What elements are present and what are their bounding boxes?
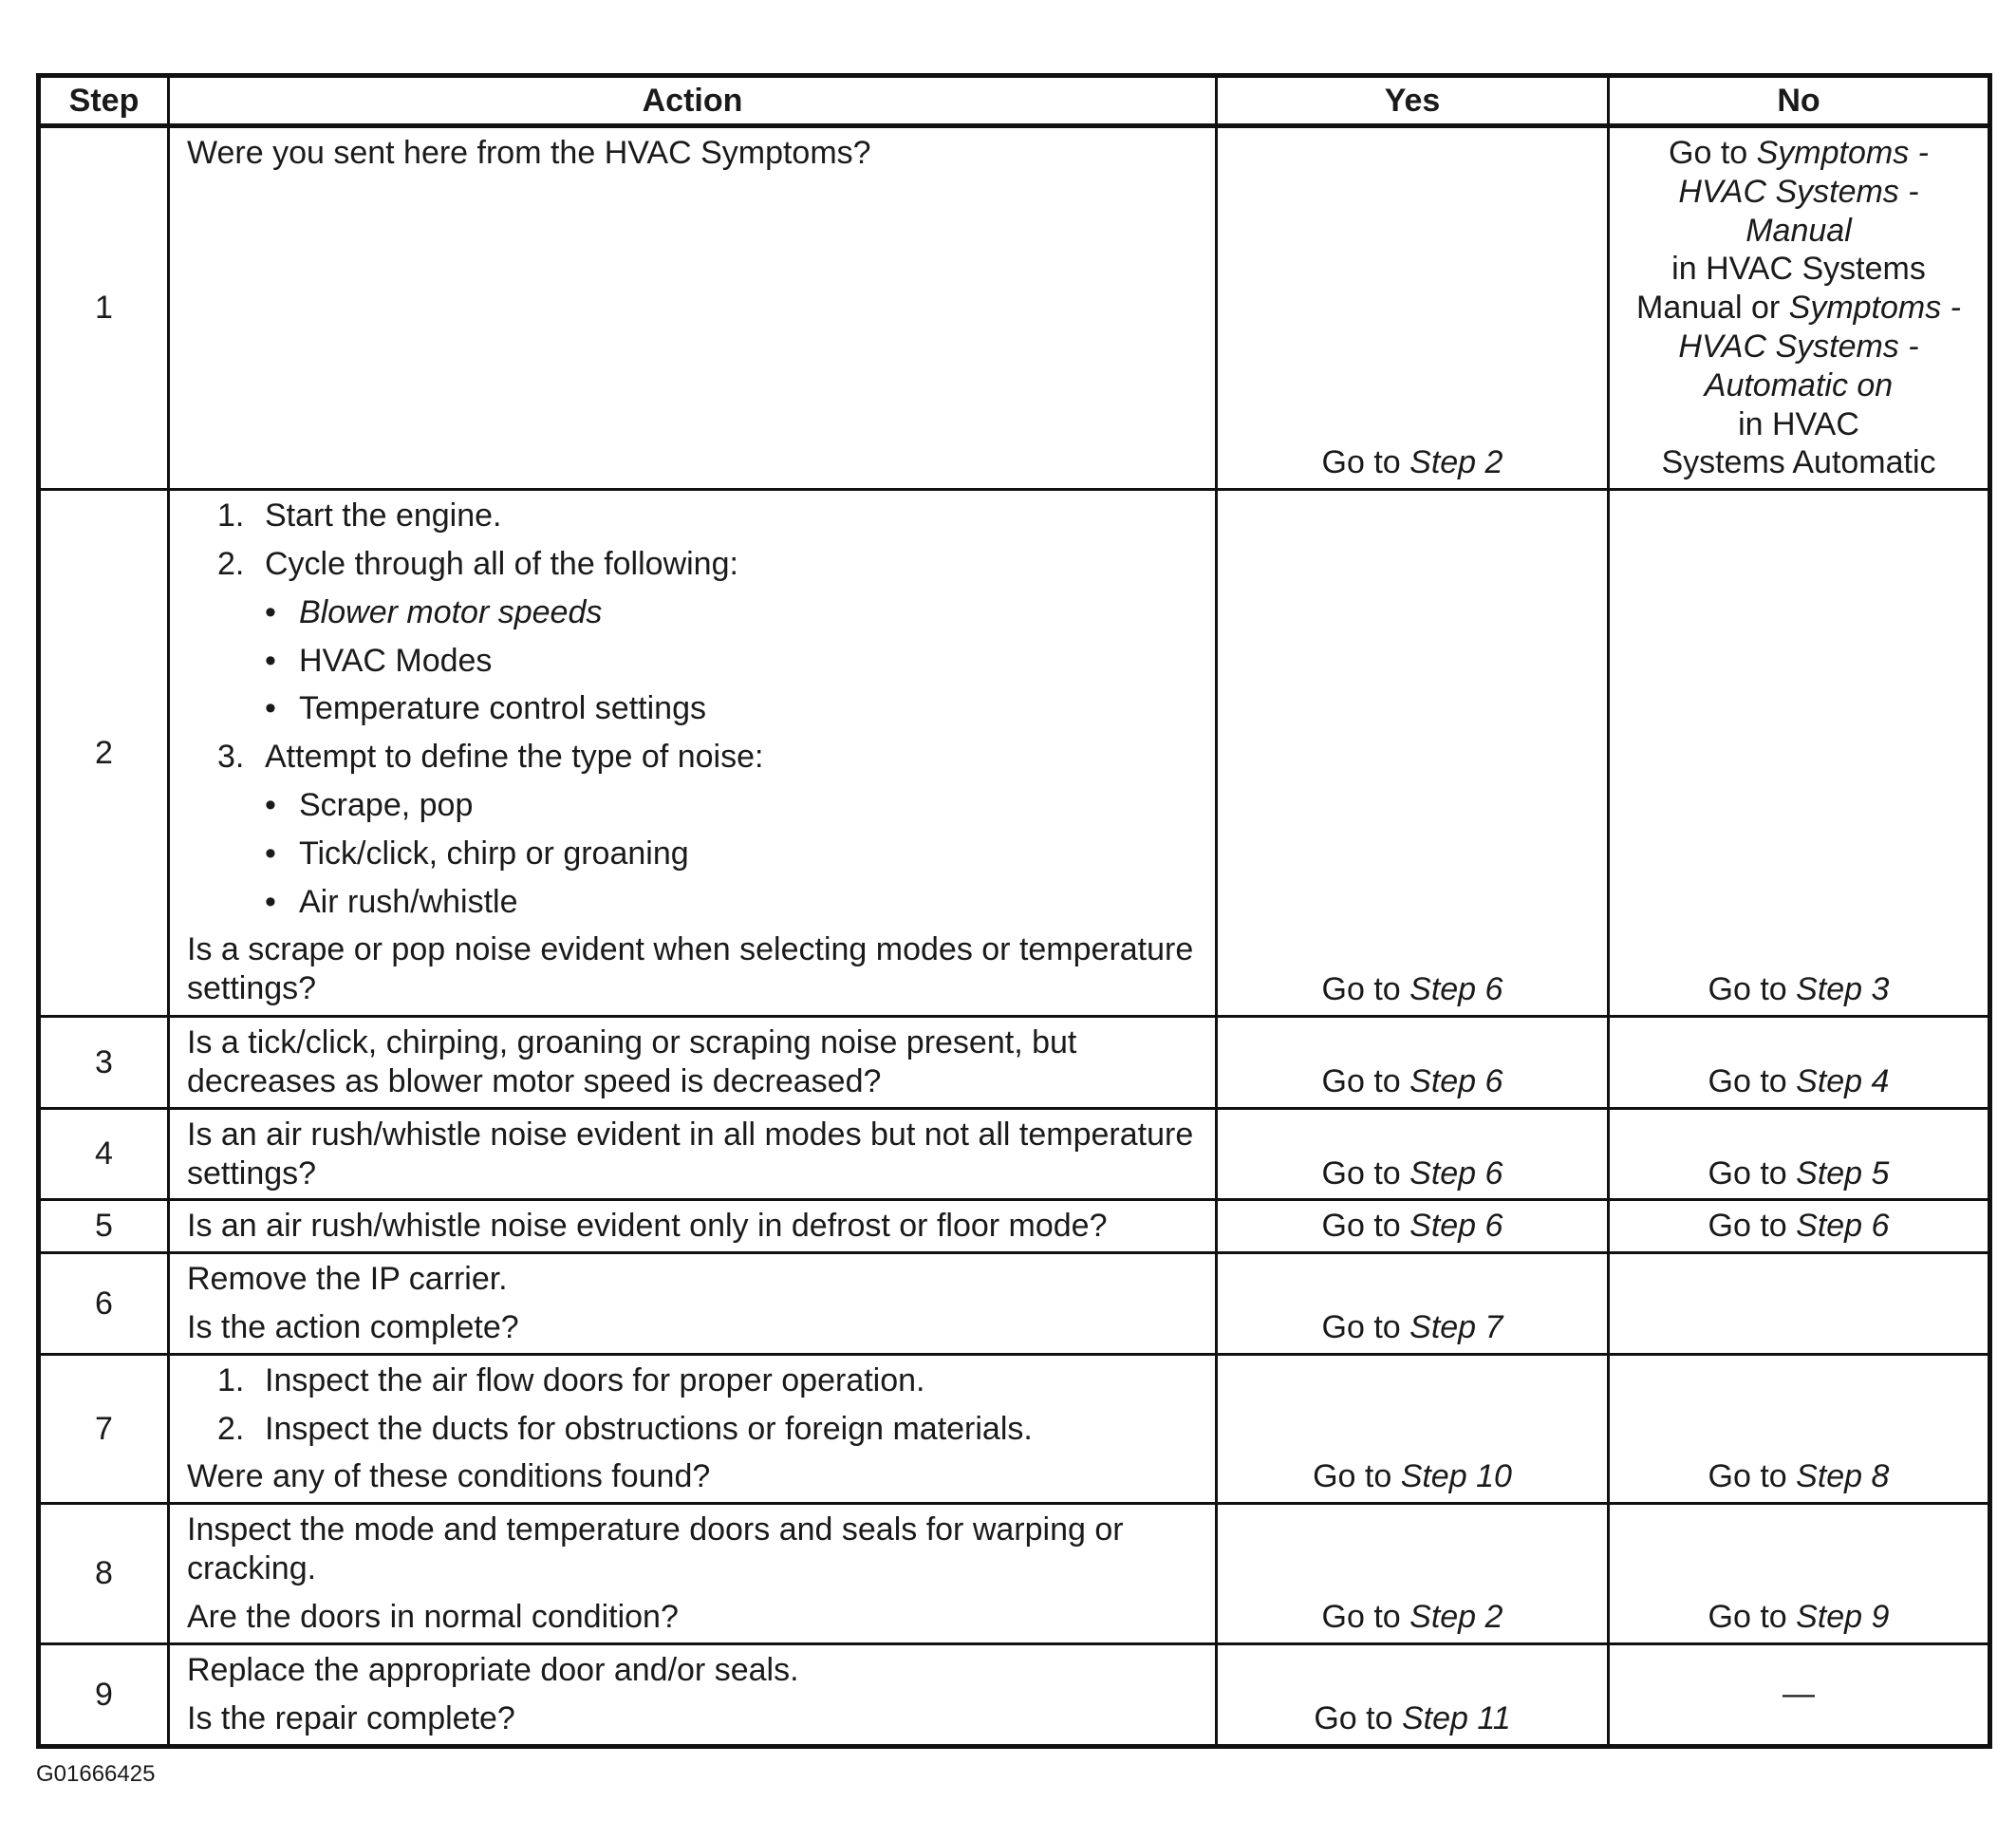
question-text: Is the repair complete? [187, 1699, 515, 1736]
yes-result [1217, 126, 1609, 490]
yes-result [1217, 1108, 1609, 1200]
item-text: Attempt to define the type of noise: [265, 739, 764, 776]
question-text: Is a scrape or pop noise evident when selecting modes or temperature settings? [187, 931, 1194, 1007]
no-result [1609, 1253, 1990, 1355]
goto-prefix: Go to [1708, 1208, 1797, 1245]
action-text [169, 490, 1217, 1017]
item-text: Scrape, pop [299, 786, 474, 823]
goto-prefix: Go to [1708, 971, 1797, 1008]
goto-prefix: Go to [1314, 1699, 1402, 1736]
goto-prefix: Go to [1313, 1458, 1401, 1495]
table-row [39, 1504, 1990, 1644]
question-text: Is the action complete? [187, 1308, 519, 1345]
item-number: 1. [217, 497, 245, 535]
goto-prefix: Go to [1321, 1208, 1410, 1245]
no-text-segment: in HVAC Systems [1671, 251, 1926, 288]
table-row [39, 490, 1990, 1017]
no-result-lines [1617, 134, 1980, 482]
goto-prefix: Go to [1321, 1154, 1410, 1192]
item-text: Tick/click, chirp or groaning [299, 835, 689, 872]
numbered-item [187, 497, 1202, 535]
bullet-item [187, 642, 1202, 681]
item-text: Air rush/whistle [299, 883, 518, 920]
no-result [1609, 1354, 1990, 1503]
item-text: HVAC Modes [299, 642, 493, 679]
header-yes: Yes [1217, 76, 1609, 126]
no-result [1609, 126, 1990, 490]
goto-prefix: Go to [1708, 1599, 1797, 1636]
item-text: Temperature control settings [299, 690, 706, 727]
numbered-item [187, 738, 1202, 777]
question-text: Are the doors in normal condition? [187, 1598, 679, 1635]
item-number: 1. [217, 1361, 245, 1398]
action-text [169, 1504, 1217, 1644]
table-row [39, 1200, 1990, 1253]
header-step: Step [39, 76, 169, 126]
no-reference-segment: Symptoms - [1756, 135, 1929, 171]
yes-result [1217, 1644, 1609, 1747]
yes-result [1217, 490, 1609, 1017]
table-header-row [39, 76, 1990, 126]
item-text: Inspect the ducts for obstructions or foreign materials. [265, 1410, 1033, 1447]
step-reference: Step 4 [1796, 1062, 1890, 1099]
bullet-item [187, 689, 1202, 728]
step-reference: Step 3 [1796, 971, 1890, 1008]
no-result [1609, 1200, 1990, 1253]
no-text-segment: Manual or [1636, 290, 1789, 327]
no-reference-segment: Symptoms - [1788, 290, 1961, 327]
no-reference-segment: Manual [1745, 212, 1852, 249]
bullet-icon: • [265, 835, 276, 872]
header-action: Action [169, 76, 1217, 126]
diagnostic-table [36, 73, 1992, 1749]
item-number: 2. [217, 545, 245, 582]
bullet-item [187, 835, 1202, 873]
bullet-icon: • [265, 593, 276, 630]
bullet-item [187, 786, 1202, 825]
instruction-text: Replace the appropriate door and/or seals. [187, 1652, 799, 1689]
step-reference: Step 6 [1409, 1208, 1503, 1245]
no-result-dash: — [1783, 1675, 1815, 1712]
bullet-item [187, 593, 1202, 632]
no-result [1609, 1644, 1990, 1747]
step-reference: Step 2 [1409, 444, 1503, 481]
action-text: Is an air rush/whistle noise evident only in defrost or floor mode? [169, 1200, 1217, 1253]
goto-prefix: Go to [1708, 1062, 1797, 1099]
bullet-icon: • [265, 883, 276, 920]
bullet-icon: • [265, 690, 276, 727]
item-number: 3. [217, 739, 245, 776]
step-number: 3 [39, 1017, 169, 1109]
step-reference: Step 11 [1401, 1699, 1511, 1736]
action-text: Is an air rush/whistle noise evident in all modes but not all temperature settings? [169, 1108, 1217, 1200]
goto-prefix: Go to [1321, 1062, 1410, 1099]
step-reference: Step 5 [1796, 1154, 1890, 1192]
table-row [39, 126, 1990, 490]
bullet-icon: • [265, 786, 276, 823]
item-number: 2. [217, 1410, 245, 1447]
step-reference: Step 6 [1409, 1062, 1503, 1099]
no-result [1609, 1504, 1990, 1644]
no-reference-segment: HVAC Systems - [1678, 328, 1919, 365]
step-number: 2 [39, 490, 169, 1017]
instruction-text: Inspect the mode and temperature doors and seals for warping or cracking. [187, 1511, 1124, 1586]
step-number: 8 [39, 1504, 169, 1644]
step-number: 9 [39, 1644, 169, 1747]
action-text [169, 1253, 1217, 1355]
bullet-item [187, 883, 1202, 922]
step-number: 6 [39, 1253, 169, 1355]
numbered-item [187, 1410, 1202, 1449]
step-number: 1 [39, 126, 169, 490]
yes-result [1217, 1017, 1609, 1109]
step-reference: Step 6 [1409, 971, 1503, 1008]
action-text: Is a tick/click, chirping, groaning or scraping noise present, but decreases as blower motor speed is decreased? [169, 1017, 1217, 1109]
header-no: No [1609, 76, 1990, 126]
step-number: 4 [39, 1108, 169, 1200]
action-text: Were you sent here from the HVAC Symptoms? [169, 126, 1217, 490]
step-reference: Step 6 [1796, 1208, 1890, 1245]
no-reference-segment: Automatic on [1704, 366, 1894, 403]
no-reference-segment: HVAC Systems - [1678, 173, 1919, 210]
no-result [1609, 1108, 1990, 1200]
goto-prefix: Go to [1321, 1599, 1410, 1636]
numbered-item [187, 545, 1202, 584]
item-text: Start the engine. [265, 497, 502, 535]
yes-result [1217, 1504, 1609, 1644]
action-text [169, 1644, 1217, 1747]
table-row [39, 1644, 1990, 1747]
table-row [39, 1253, 1990, 1355]
question-text: Were any of these conditions found? [187, 1458, 711, 1495]
goto-prefix: Go to [1708, 1458, 1797, 1495]
no-text-segment: Systems Automatic [1661, 444, 1936, 481]
step-reference: Step 8 [1796, 1458, 1890, 1495]
step-reference: Step 7 [1409, 1308, 1503, 1345]
step-reference: Step 9 [1796, 1599, 1890, 1636]
yes-result [1217, 1200, 1609, 1253]
table-row [39, 1017, 1990, 1109]
item-text: Blower motor speeds [299, 593, 603, 630]
goto-prefix: Go to [1321, 971, 1410, 1008]
yes-result [1217, 1253, 1609, 1355]
figure-id: G01666425 [36, 1761, 156, 1787]
goto-prefix: Go to [1321, 1308, 1410, 1345]
goto-prefix: Go to [1321, 444, 1410, 481]
item-text: Cycle through all of the following: [265, 545, 738, 582]
no-text-segment: in HVAC [1738, 405, 1859, 442]
no-text-segment: Go to [1669, 135, 1757, 171]
item-text: Inspect the air flow doors for proper operation. [265, 1361, 925, 1398]
table-row [39, 1108, 1990, 1200]
step-reference: Step 6 [1409, 1154, 1503, 1192]
no-result [1609, 1017, 1990, 1109]
no-result [1609, 490, 1990, 1017]
step-reference: Step 2 [1409, 1599, 1503, 1636]
bullet-icon: • [265, 642, 276, 679]
instruction-text: Remove the IP carrier. [187, 1261, 508, 1298]
action-text [169, 1354, 1217, 1503]
yes-result [1217, 1354, 1609, 1503]
numbered-item [187, 1361, 1202, 1400]
table-row [39, 1354, 1990, 1503]
step-reference: Step 10 [1400, 1458, 1512, 1495]
goto-prefix: Go to [1708, 1154, 1797, 1192]
step-number: 7 [39, 1354, 169, 1503]
step-number: 5 [39, 1200, 169, 1253]
